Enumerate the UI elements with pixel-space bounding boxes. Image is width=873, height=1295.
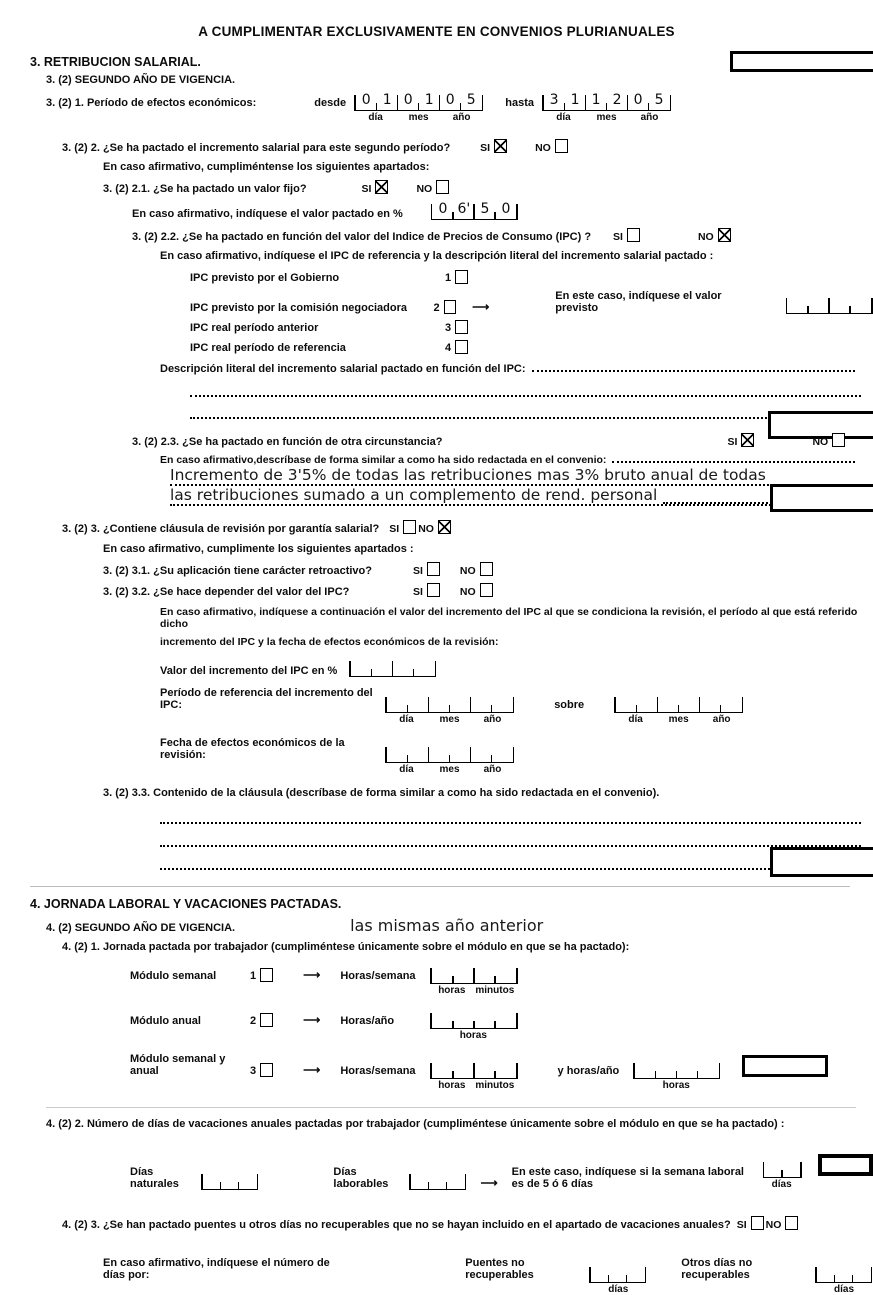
q21-label: 3. (2) 2.1. ¿Se ha pactado un valor fijo? [103, 183, 307, 195]
row-fecha-efectos [160, 737, 873, 775]
mod3-num: 3 [250, 1065, 257, 1077]
s4-q3-label: 4. (2) 3. ¿Se han pactado puentes u otros días no recuperables que no se hayan incluido en el apartado de vacaciones anuales? [62, 1219, 731, 1231]
q2-si-label: SI [480, 142, 491, 154]
mod2-arrow-icon: ⟶ [303, 1013, 321, 1027]
row-q23 [132, 433, 873, 448]
q2-si-checkbox[interactable] [494, 139, 507, 153]
valor-ipc-label: Valor del incremento del IPC en % [160, 665, 338, 677]
row-q3 [62, 520, 873, 535]
ipc-valor-label: En este caso, indíquese el valor previsto [555, 290, 722, 314]
mod3-label: Módulo semanal y anual [130, 1053, 226, 1077]
q3-no-checkbox[interactable] [438, 520, 451, 534]
mod1-arrow-icon: ⟶ [303, 968, 321, 982]
s4-q3-no-checkbox[interactable] [785, 1216, 798, 1230]
row-s4-q3 [62, 1216, 873, 1231]
mod1-field[interactable] [430, 963, 517, 996]
desde-y1[interactable]: 0 [440, 91, 461, 110]
otros-field[interactable] [815, 1262, 873, 1295]
fecha-efectos-field[interactable] [385, 742, 514, 775]
section-4-vigencia: 4. (2) SEGUNDO AÑO DE VIGENCIA. [46, 922, 236, 934]
periodo-ref-sobre-field[interactable] [614, 692, 743, 725]
row-q22 [132, 228, 873, 243]
q32-note-2: incremento del IPC y la fecha de efectos económicos de la revisión: [160, 636, 499, 648]
mod3-field2-label: y horas/año [557, 1065, 620, 1077]
vacaciones-code-box[interactable] [818, 1154, 873, 1176]
row-q31 [103, 562, 873, 577]
mod3-checkbox[interactable] [260, 1063, 273, 1077]
q31-si-label: SI [413, 565, 423, 577]
otros-dias-label: días [834, 1284, 855, 1295]
desde-m2[interactable]: 1 [419, 91, 440, 110]
valor-pactado-field[interactable] [431, 199, 518, 220]
hasta-m2[interactable]: 2 [607, 91, 628, 110]
q21-si-checkbox[interactable] [375, 180, 388, 194]
hasta-m1[interactable]: 1 [586, 91, 607, 110]
desc-ipc-line-3[interactable] [190, 404, 778, 419]
periodo-ref-sobre-date-labels: día mes año [628, 714, 731, 725]
row-periodo-ref [160, 687, 873, 725]
periodo-ref-field[interactable] [385, 692, 514, 725]
puentes-label: Puentes no recuperables [465, 1257, 534, 1281]
q21-note: En caso afirmativo, indíquese el valor pactado en % [132, 208, 403, 220]
ipc-2-num: 2 [433, 302, 440, 314]
s4-q3-si-label: SI [736, 1219, 747, 1231]
desde-d2[interactable]: 1 [377, 91, 398, 110]
row-mod1 [130, 963, 873, 996]
q33-line-1[interactable] [160, 809, 861, 824]
row-periodo-efectos [46, 90, 873, 123]
mod1-field-label: Horas/semana [340, 970, 416, 982]
q22-si-checkbox[interactable] [627, 228, 640, 242]
desc-ipc-line-1[interactable] [532, 369, 855, 372]
ipc-1-checkbox[interactable] [455, 270, 468, 284]
periodo-label: 3. (2) 1. Período de efectos económicos: [46, 97, 257, 109]
mod3-field[interactable] [430, 1058, 517, 1091]
q23-no-checkbox[interactable] [832, 433, 845, 447]
dias-naturales-label: Días naturales [130, 1166, 179, 1190]
q21-no-label: NO [416, 183, 433, 195]
mod1-field-labels: horas minutos [438, 985, 515, 996]
row-q23-answer-1[interactable] [170, 467, 861, 486]
q23-code-box[interactable] [770, 484, 873, 512]
mod2-field[interactable] [430, 1008, 517, 1041]
dias-naturales-field[interactable] [201, 1169, 258, 1190]
row-q32 [103, 583, 873, 598]
q3-note: En caso afirmativo, cumplimente los siguientes apartados : [103, 543, 414, 555]
section-4-title: 4. JORNADA LABORAL Y VACACIONES PACTADAS. [30, 886, 850, 911]
mod3-arrow-icon: ⟶ [303, 1063, 321, 1077]
valor-ipc-field[interactable] [349, 656, 436, 677]
ipc-row-2 [190, 290, 873, 314]
ipc-4-checkbox[interactable] [455, 340, 468, 354]
dias-laborables-field[interactable] [409, 1169, 466, 1190]
mod3-field-label: Horas/semana [340, 1065, 416, 1077]
row-q2 [62, 139, 873, 154]
sobre-label: sobre [554, 699, 585, 711]
q23-answer-line-1: Incremento de 3'5% de todas las retribuciones mas 3% bruto anual de todas [170, 466, 766, 484]
row-q21-value [132, 199, 873, 220]
hasta-d2[interactable]: 1 [565, 91, 586, 110]
row-mod3 [130, 1053, 873, 1091]
mod2-field-labels: horas [459, 1030, 487, 1041]
q3-no-label: NO [418, 523, 434, 535]
q32-si-checkbox[interactable] [427, 583, 440, 597]
ipc-4-num: 4 [445, 342, 452, 354]
mod3-code-box[interactable] [742, 1055, 828, 1077]
q32-label: 3. (2) 3.2. ¿Se hace depender del valor del IPC? [103, 586, 350, 598]
s4-q3-note: En caso afirmativo, indíquese el número de días por: [103, 1257, 330, 1281]
hasta-y2[interactable]: 5 [649, 91, 670, 110]
q33-line-3[interactable] [160, 855, 778, 870]
q32-si-label: SI [413, 586, 423, 598]
ipc-1-label: IPC previsto por el Gobierno [190, 272, 340, 284]
ipc-2-label: IPC previsto por la comisión negociadora [190, 302, 407, 314]
desde-d1[interactable]: 0 [361, 92, 371, 108]
q21-no-checkbox[interactable] [436, 180, 449, 194]
semana-laboral-field[interactable] [763, 1157, 802, 1190]
q23-note: En caso afirmativo,descríbase de forma similar a como ha sido redactada en el convenio: [160, 454, 607, 466]
valor-previsto-field[interactable] [786, 293, 873, 314]
q31-no-label: NO [459, 565, 476, 577]
ipc-row-1 [190, 270, 873, 284]
dias-laborables-label: Días laborables [333, 1166, 389, 1190]
s4-q3-no-label: NO [765, 1219, 782, 1231]
q31-label: 3. (2) 3.1. ¿Su aplicación tiene carácter retroactivo? [103, 565, 372, 577]
q21-si-label: SI [361, 183, 372, 195]
hasta-date-field[interactable] [542, 90, 671, 123]
otros-label: Otros días no recuperables [681, 1257, 753, 1281]
desc-ipc-label: Descripción literal del incremento salarial pactado en función del IPC: [160, 363, 526, 375]
q2-label: 3. (2) 2. ¿Se ha pactado el incremento salarial para este segundo período? [62, 142, 451, 154]
periodo-ref-label: Período de referencia del incremento del IPC: [160, 687, 373, 711]
page-title: A CUMPLIMENTAR EXCLUSIVAMENTE EN CONVENIOS PLURIANUALES [198, 24, 675, 39]
mod1-label: Módulo semanal [130, 970, 217, 982]
mod2-label: Módulo anual [130, 1015, 201, 1027]
q33-line-2[interactable] [160, 832, 861, 847]
periodo-ref-date-labels: día mes año [399, 714, 502, 725]
ipc-3-checkbox[interactable] [455, 320, 468, 334]
q22-si-label: SI [613, 231, 623, 243]
s4-vigencia-answer: las mismas año anterior [350, 916, 544, 935]
q31-si-checkbox[interactable] [427, 562, 440, 576]
mod2-field-label: Horas/año [340, 1015, 395, 1027]
mod2-num: 2 [250, 1015, 257, 1027]
mod2-checkbox[interactable] [260, 1013, 273, 1027]
desde-label: desde [314, 97, 347, 109]
q31-no-checkbox[interactable] [480, 562, 493, 576]
q3-si-label: SI [389, 523, 400, 535]
s4-q3-si-checkbox[interactable] [751, 1216, 764, 1230]
q2-note: En caso afirmativo, cumpliméntense los siguientes apartados: [103, 161, 430, 173]
ipc-2-checkbox[interactable] [444, 300, 457, 314]
row-q21 [103, 180, 873, 195]
hasta-date-labels: día mes año [556, 112, 659, 123]
q32-no-checkbox[interactable] [480, 583, 493, 597]
q23-no-label: NO [812, 436, 829, 448]
section-3-code-box[interactable] [730, 51, 873, 72]
q33-code-box[interactable] [770, 847, 873, 877]
q23-label: 3. (2) 2.3. ¿Se ha pactado en función de otra circunstancia? [132, 436, 443, 448]
row-vacaciones [130, 1154, 873, 1190]
q3-label: 3. (2) 3. ¿Contiene cláusula de revisión por garantía salarial? [62, 523, 380, 535]
q23-answer-line-2: las retribuciones sumado a un complemento de rend. personal [170, 486, 658, 504]
ipc-row-3 [190, 320, 873, 334]
fecha-efectos-date-labels: día mes año [399, 764, 502, 775]
desc-ipc-line-2[interactable] [190, 382, 861, 397]
mod3-field-labels: horas minutos [438, 1080, 515, 1091]
valor-c3[interactable]: 5 [474, 200, 495, 219]
q22-label: 3. (2) 2.2. ¿Se ha pactado en función del valor del Indice de Precios de Consumo (IPC) ? [132, 231, 592, 243]
mod3-field2-labels: horas [662, 1080, 690, 1091]
s4-q1-label: 4. (2) 1. Jornada pactada por trabajador (cumpliméntese únicamente sobre el módulo en que se ha pactado): [62, 941, 630, 953]
section-3-title: 3. RETRIBUCION SALARIAL. [30, 55, 201, 69]
row-valor-ipc [160, 656, 873, 677]
row-q23-note [160, 454, 861, 466]
s4-q2-label: 4. (2) 2. Número de días de vacaciones anuales pactadas por trabajador (cumpliméntese únicamente sobre el módulo en que se ha pactado) : [46, 1107, 856, 1130]
q23-si-checkbox[interactable] [741, 433, 754, 447]
q3-si-checkbox[interactable] [403, 520, 416, 534]
semana-laboral-dias-label: días [771, 1179, 792, 1190]
hasta-label: hasta [505, 97, 535, 109]
ipc-1-num: 1 [445, 272, 452, 284]
section-3-header [30, 55, 873, 69]
q2-no-label: NO [535, 142, 551, 154]
valor-c2[interactable]: 6' [453, 200, 474, 219]
ipc-row-4 [190, 340, 873, 354]
q23-si-label: SI [727, 436, 738, 448]
hasta-d1[interactable]: 3 [549, 92, 559, 108]
ipc-4-label: IPC real período de referencia [190, 342, 346, 354]
q2-no-checkbox[interactable] [555, 139, 568, 153]
q32-note-1: En caso afirmativo, indíquese a continuación el valor del incremento del IPC al que se condiciona la revisión, el período al que está referido dicho [160, 606, 858, 630]
vacaciones-arrow-icon: ⟶ [480, 1176, 498, 1190]
fecha-efectos-label: Fecha de efectos económicos de la revisión: [160, 737, 345, 761]
q32-no-label: NO [459, 586, 476, 598]
row-s4-vigencia [46, 917, 873, 934]
q23-note-dots[interactable] [612, 460, 855, 463]
puentes-dias-label: días [608, 1284, 629, 1295]
ipc-3-label: IPC real período anterior [190, 322, 319, 334]
row-desc-ipc [160, 363, 861, 375]
desde-date-labels: día mes año [368, 112, 471, 123]
desde-m1[interactable]: 0 [398, 91, 419, 110]
ipc-3-num: 3 [445, 322, 452, 334]
valor-c4[interactable]: 0 [495, 200, 516, 219]
row-q23-answer-2[interactable] [170, 487, 778, 506]
desde-y2[interactable]: 5 [461, 91, 482, 110]
section-3-vigencia: 3. (2) SEGUNDO AÑO DE VIGENCIA. [46, 74, 236, 86]
mod3-field2[interactable] [633, 1058, 720, 1091]
mod1-checkbox[interactable] [260, 968, 273, 982]
q22-note: En caso afirmativo, indíquese el IPC de referencia y la descripción literal del incremento salarial pactado : [160, 250, 714, 262]
hasta-y1[interactable]: 0 [628, 91, 649, 110]
valor-c1[interactable]: 0 [438, 201, 448, 217]
q33-label: 3. (2) 3.3. Contenido de la cláusula (descríbase de forma similar a como ha sido redactada en el convenio). [103, 787, 660, 799]
mod1-num: 1 [250, 970, 257, 982]
row-s4-q3-detail [103, 1257, 873, 1295]
q22-no-label: NO [697, 231, 714, 243]
desde-date-field[interactable] [354, 90, 483, 123]
row-mod2 [130, 1008, 873, 1041]
ipc-2-arrow-icon: ⟶ [472, 300, 490, 314]
q22-no-checkbox[interactable] [718, 228, 731, 242]
semana-laboral-note: En este caso, indíquese si la semana laboral es de 5 ó 6 días [511, 1166, 744, 1190]
puentes-field[interactable] [589, 1262, 647, 1295]
